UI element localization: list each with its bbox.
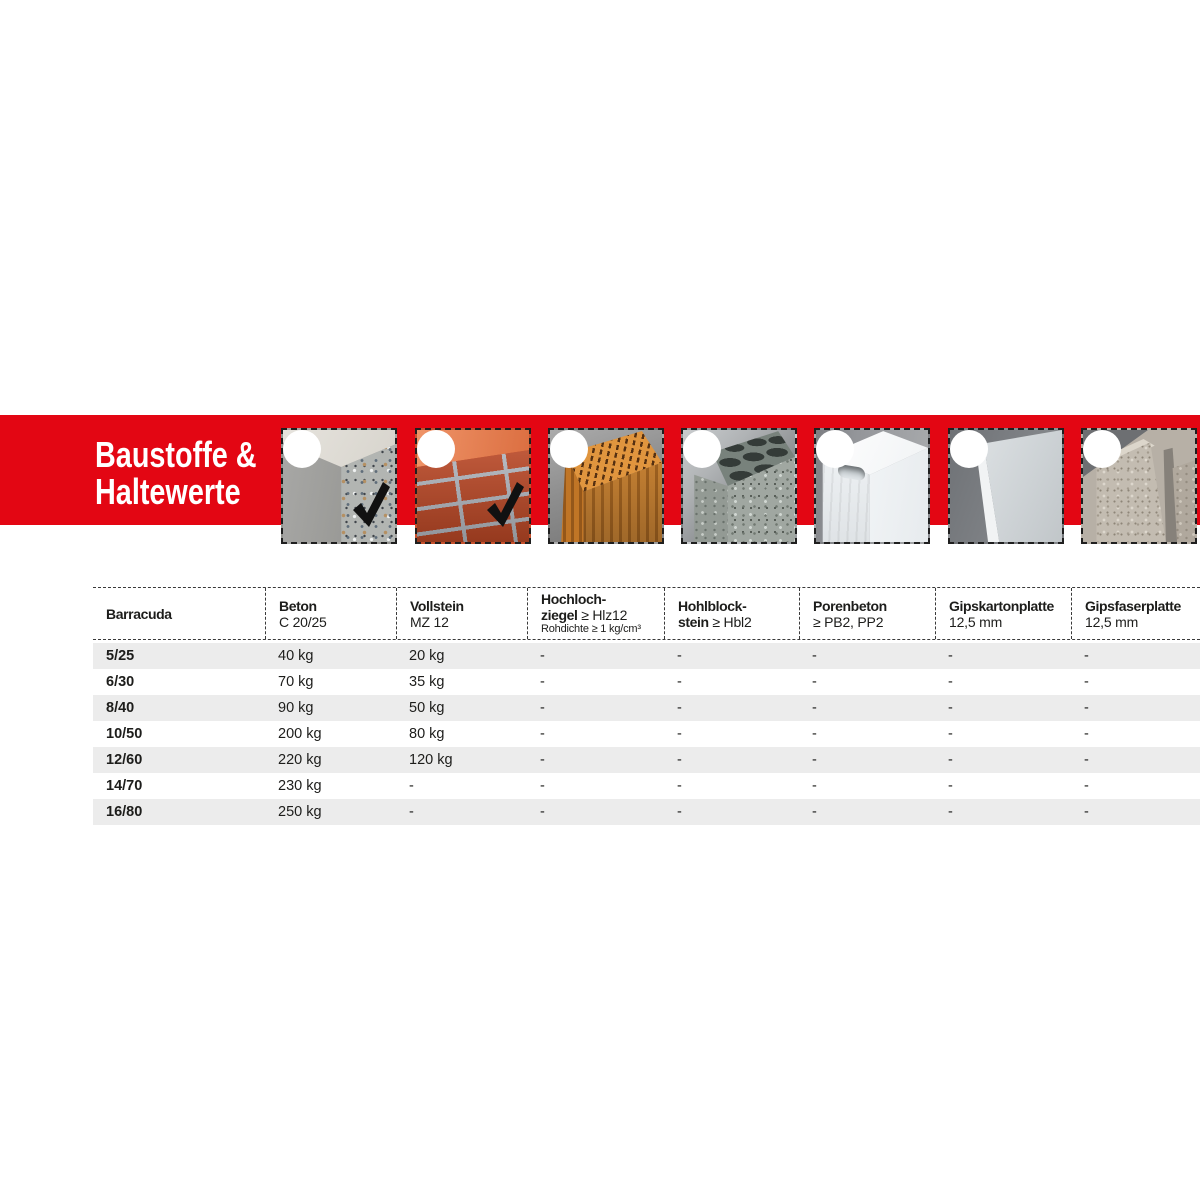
cell-value: -	[677, 726, 682, 742]
cell-value: -	[948, 752, 953, 768]
circle-icon	[950, 430, 988, 468]
circle-icon	[550, 430, 588, 468]
cell-value: -	[812, 648, 817, 664]
circle-icon	[816, 430, 854, 468]
material-tile-gipsfaserplatte	[1081, 428, 1197, 544]
cell-value: -	[948, 778, 953, 794]
cell-value: -	[1084, 674, 1089, 690]
cell-value: -	[409, 804, 414, 820]
cell-value: 70 kg	[278, 674, 314, 690]
check-icon	[485, 480, 525, 528]
row-label: 12/60	[106, 752, 143, 768]
cell-value: -	[812, 674, 817, 690]
page-title-line1: Baustoffe &	[95, 434, 257, 475]
cell-value: -	[1084, 648, 1089, 664]
table-row	[93, 799, 1200, 825]
check-icon	[351, 480, 391, 528]
cell-value: 120 kg	[409, 752, 453, 768]
cell-value: 250 kg	[278, 804, 322, 820]
material-tile-hochlochziegel	[548, 428, 664, 544]
cell-value: -	[540, 700, 545, 716]
cell-value: -	[948, 700, 953, 716]
cell-value: -	[948, 674, 953, 690]
material-tile-gipskartonplatte	[948, 428, 1064, 544]
circle-icon	[1083, 430, 1121, 468]
row-label: 16/80	[106, 804, 143, 820]
table-row	[93, 773, 1200, 799]
table-row	[93, 669, 1200, 695]
cell-value: -	[1084, 778, 1089, 794]
cell-value: 220 kg	[278, 752, 322, 768]
table-row	[93, 721, 1200, 747]
cell-value: -	[540, 752, 545, 768]
table-row	[93, 643, 1200, 669]
column-header-gipskartonplatte: Gipskartonplatte 12,5 mm	[935, 588, 1071, 639]
column-header-hohlblockstein: Hohlblock- stein ≥ Hbl2	[664, 588, 799, 639]
cell-value: -	[540, 674, 545, 690]
cell-value: -	[812, 804, 817, 820]
row-label: 10/50	[106, 726, 143, 742]
cell-value: -	[540, 648, 545, 664]
column-header-porenbeton: Porenbeton ≥ PB2, PP2	[799, 588, 935, 639]
cell-value: -	[812, 700, 817, 716]
haltewerte-table	[93, 587, 1200, 825]
cell-value: 80 kg	[409, 726, 445, 742]
column-header-vollstein: Vollstein MZ 12	[396, 588, 527, 639]
cell-value: 20 kg	[409, 648, 445, 664]
cell-value: -	[677, 752, 682, 768]
circle-icon	[683, 430, 721, 468]
column-header-hochlochziegel: Hochloch- ziegel ≥ Hlz12 Rohdichte ≥ 1 kg/cm³	[527, 588, 664, 639]
cell-value: -	[677, 674, 682, 690]
cell-value: -	[948, 726, 953, 742]
cell-value: -	[677, 700, 682, 716]
cell-value: -	[1084, 700, 1089, 716]
column-header-beton: Beton C 20/25	[265, 588, 396, 639]
table-body	[93, 643, 1200, 825]
cell-value: -	[948, 648, 953, 664]
column-header-gipsfaserplatte: Gipsfaserplatte 12,5 mm	[1071, 588, 1200, 639]
cell-value: -	[1084, 804, 1089, 820]
material-tile-hohlblockstein	[681, 428, 797, 544]
row-label: 6/30	[106, 674, 135, 690]
cell-value: -	[948, 804, 953, 820]
cell-value: -	[677, 648, 682, 664]
cell-value: -	[812, 726, 817, 742]
cell-value: -	[812, 752, 817, 768]
cell-value: -	[812, 778, 817, 794]
cell-value: -	[677, 804, 682, 820]
page-title-line2: Haltewerte	[95, 471, 241, 512]
row-label: 5/25	[106, 648, 135, 664]
cell-value: 40 kg	[278, 648, 314, 664]
row-label: 14/70	[106, 778, 143, 794]
cell-value: 90 kg	[278, 700, 314, 716]
table-row	[93, 747, 1200, 773]
material-tile-beton	[281, 428, 397, 544]
cell-value: 35 kg	[409, 674, 445, 690]
page-title	[95, 436, 257, 510]
cell-value: -	[677, 778, 682, 794]
material-tile-porenbeton	[814, 428, 930, 544]
column-header-barracuda: Barracuda	[106, 605, 172, 622]
circle-icon	[417, 430, 455, 468]
cell-value: -	[540, 778, 545, 794]
cell-value: -	[540, 804, 545, 820]
cell-value: 200 kg	[278, 726, 322, 742]
circle-icon	[283, 430, 321, 468]
row-label: 8/40	[106, 700, 135, 716]
cell-value: 50 kg	[409, 700, 445, 716]
cell-value: -	[409, 778, 414, 794]
table-header	[93, 587, 1200, 640]
cell-value: -	[1084, 726, 1089, 742]
cell-value: 230 kg	[278, 778, 322, 794]
table-row	[93, 695, 1200, 721]
cell-value: -	[540, 726, 545, 742]
cell-value: -	[1084, 752, 1089, 768]
material-tile-vollstein	[415, 428, 531, 544]
